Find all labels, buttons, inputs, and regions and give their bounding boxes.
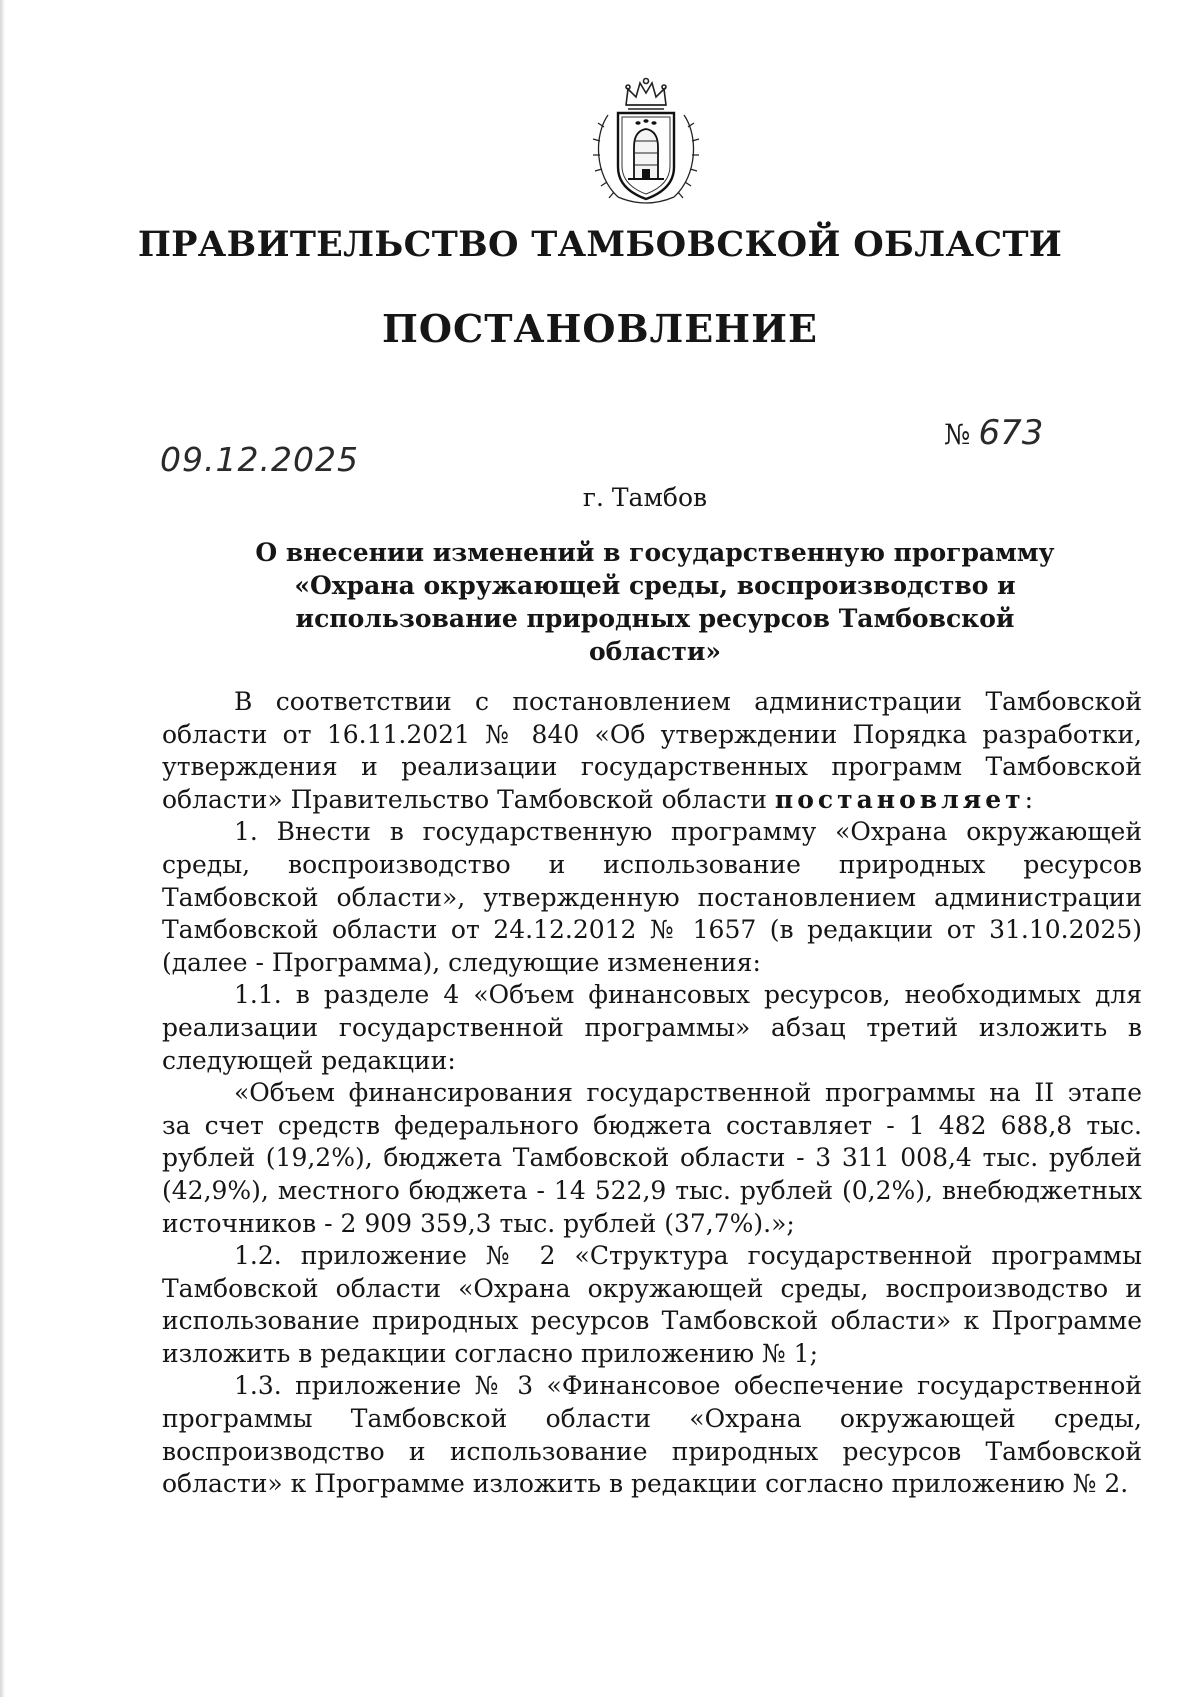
- document-date: 09.12.2025: [160, 440, 359, 479]
- city: г. Тамбов: [582, 483, 708, 512]
- organization-title: ПРАВИТЕЛЬСТВО ТАМБОВСКОЙ ОБЛАСТИ: [137, 224, 1063, 265]
- paragraph-preamble: [162, 686, 1142, 816]
- preamble-colon: :: [1024, 784, 1034, 814]
- paragraph-1-2: 1.2. приложение № 2 «Структура государственной программы Тамбовской области «Охрана окружающей среды, воспроизводство и использование природных ресурсов Тамбовской области» к Программе изложить в редакции согласно приложению № 1;: [162, 1241, 1142, 1368]
- document-subject: О внесении изменений в государственную программу «Охрана окружающей среды, воспроизводство и использование природных ресурсов Тамбовской области»: [255, 538, 1055, 666]
- paragraph-1: 1. Внести в государственную программу «Охрана окружающей среды, воспроизводство и использование природных ресурсов Тамбовской области», утвержденную постановлением администрации Тамбовской области от 24.12.2012 № 1657 (в редакции от 31.10.2025) (далее - Программа), следующие изменения:: [162, 817, 1142, 977]
- coat-of-arms-icon: [588, 75, 704, 207]
- document-type: ПОСТАНОВЛЕНИЕ: [382, 306, 818, 351]
- number-value: 673: [978, 413, 1044, 453]
- preamble-text: В соответствии с постановлением администрации Тамбовской области от 16.11.2021 № 840 «Об утверждении Порядка разработки, утверждения и реализации государственных программ Тамбовской области» Правительство Тамбовской области: [162, 687, 1142, 814]
- document-body: [162, 686, 1142, 1501]
- document-number: [944, 413, 1043, 453]
- number-label: №: [944, 418, 971, 451]
- paragraph-quote: «Объем финансирования государственной программы на II этапе за счет средств федерального бюджета составляет - 1 482 688,8 тыс. рублей (19,2%), бюджета Тамбовской области - 3 311 008,4 тыс. рублей (42,9%), местного бюджета - 14 522,9 тыс. рублей (0,2%), внебюджетных источников - 2 909 359,3 тыс. рублей (37,7%).»;: [162, 1078, 1142, 1238]
- resolves-verb: постановляет: [774, 784, 1025, 814]
- paragraph-1-3: 1.3. приложение № 3 «Финансовое обеспечение государственной программы Тамбовской области «Охрана окружающей среды, воспроизводство и использование природных ресурсов Тамбовской области» к Программе изложить в редакции согласно приложению № 2.: [162, 1371, 1142, 1499]
- paragraph-1-1: 1.1. в разделе 4 «Объем финансовых ресурсов, необходимых для реализации государственной программы» абзац третий изложить в следующей редакции:: [162, 980, 1142, 1075]
